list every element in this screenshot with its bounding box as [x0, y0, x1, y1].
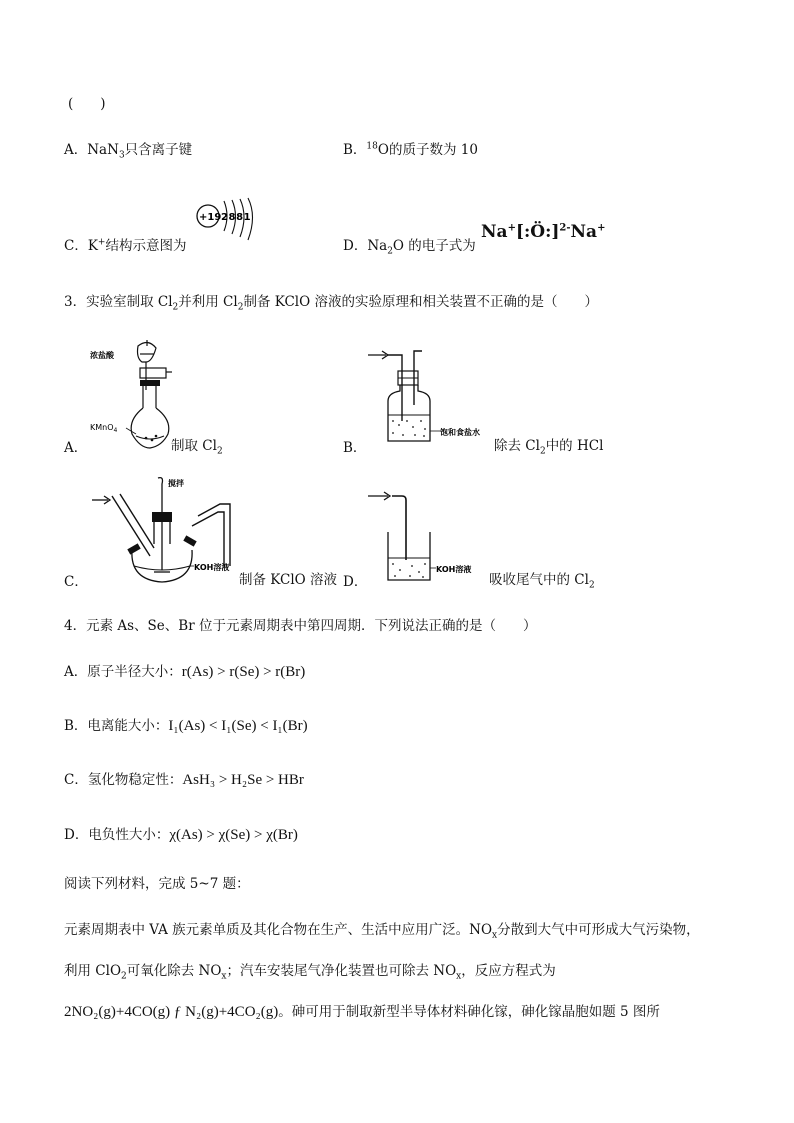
option-2d	[343, 234, 476, 257]
option-4b-expr: I₁(As) < I₁(Se) < I₁(Br)	[168, 718, 308, 734]
option-2c	[64, 234, 186, 254]
na2o-electron-formula	[481, 222, 605, 242]
q3-stem-c: 制备 KClO 溶液的实验原理和相关装置不正确的是（ ）	[243, 294, 598, 310]
option-2c-prefix: C．K	[64, 238, 98, 254]
reading-line-2-d: ，反应方程式为	[461, 963, 556, 979]
question-paren: ( )	[68, 96, 106, 112]
option-4b-label: B．电离能大小：	[64, 718, 169, 734]
option-3a-sub: 2	[216, 446, 223, 457]
reading-line-2-sub3: x	[456, 971, 462, 982]
option-3c-text: 制备 KClO 溶液	[239, 572, 338, 588]
option-4c-expr: AsH₃ > H₂Se > HBr	[182, 772, 304, 788]
option-3c-letter: C．	[64, 574, 88, 590]
option-3b-text	[494, 434, 603, 457]
option-2a	[64, 138, 192, 161]
reading-line-1-b: 分散到大气中可形成大气污染物，	[497, 922, 700, 938]
option-4d-label: D．电负性大小：	[64, 827, 170, 843]
option-3a-text	[171, 434, 223, 457]
reading-line-2-c: ；汽车安装尾气净化装置也可除去 NO	[226, 963, 457, 979]
reading-line-3-text: 。砷可用于制取新型半导体材料砷化镓，砷化镓晶胞如题 5 图所	[278, 1004, 660, 1020]
option-2b	[343, 138, 478, 158]
apparatus-b-diagram	[366, 345, 494, 445]
option-2b-suffix: O的质子数为 10	[377, 142, 478, 158]
option-3b-sub: 2	[539, 446, 546, 457]
option-3d-sub: 2	[588, 580, 595, 591]
option-4c	[64, 768, 304, 789]
option-2c-suffix: 结构示意图为	[105, 238, 187, 254]
option-4b	[64, 714, 308, 735]
reading-line-1-a: 元素周期表中 VA 族元素单质及其化合物在生产、生活中应用广泛。NO	[64, 922, 493, 938]
label-stir: 搅拌	[168, 479, 184, 488]
option-3d-main: 吸收尾气中的 Cl	[489, 572, 589, 588]
question-3-stem	[64, 290, 598, 313]
label-koh-solution-c: KOH溶液	[194, 563, 230, 572]
option-3a-main: 制取 Cl	[171, 438, 217, 454]
label-kmno4-sub: 4	[113, 427, 118, 434]
option-3b-letter: B．	[343, 440, 367, 456]
option-2d-sub: 2	[387, 246, 393, 257]
apparatus-c-diagram	[90, 476, 240, 586]
k-ion-nucleus: +19	[199, 212, 222, 223]
option-4d-expr: χ(As) > χ(Se) > χ(Br)	[169, 827, 298, 843]
na-left: Na	[481, 222, 508, 242]
option-2b-prefix: B．	[343, 142, 367, 158]
option-3b-main: 除去 Cl	[494, 438, 540, 454]
q3-stem-a: 3．实验室制取 Cl	[64, 294, 173, 310]
label-kmno4-main: KMnO	[90, 423, 114, 432]
option-2b-sup: 18	[366, 141, 378, 152]
oxide-ion: [:Ö:]	[515, 222, 560, 242]
apparatus-a-diagram	[90, 338, 172, 450]
option-2c-sup: +	[97, 237, 106, 248]
label-koh-solution-d: KOH溶液	[436, 565, 472, 574]
option-3d-text	[489, 568, 595, 591]
option-2d-prefix: D．Na	[343, 238, 388, 254]
option-4a-expr: r(As) > r(Se) > r(Br)	[181, 664, 306, 680]
apparatus-d-diagram	[366, 488, 492, 584]
q3-stem-sub1: 2	[172, 302, 179, 313]
option-2a-prefix: A．NaN	[64, 142, 119, 158]
label-kmno4	[90, 423, 118, 434]
label-saturated-brine: 饱和食盐水	[440, 428, 480, 437]
option-2a-sub: 3	[118, 150, 125, 161]
q3-stem-sub2: 2	[237, 302, 244, 313]
option-4c-label: C．氢化物稳定性：	[64, 772, 183, 788]
label-concentrated-hcl: 浓盐酸	[90, 351, 114, 360]
reaction-equation: 2NO₂(g)+4CO(g) ƒ N₂(g)+4CO₂(g)	[64, 1004, 279, 1020]
k-ion-structure-diagram	[194, 196, 268, 246]
option-2d-suffix: O 的电子式为	[392, 238, 476, 254]
option-3d-letter: D．	[343, 574, 368, 590]
option-4d	[64, 823, 298, 844]
reading-line-2-a: 利用 ClO	[64, 963, 122, 979]
option-4a-label: A．原子半径大小：	[64, 664, 182, 680]
option-3a-letter: A．	[64, 440, 88, 456]
question-4-stem: 4．元素 As、Se、Br 位于元素周期表中第四周期．下列说法正确的是（ ）	[64, 618, 537, 634]
reading-line-1-sub: x	[492, 930, 498, 941]
na-left-sup: +	[507, 222, 516, 234]
reading-line-2-sub2: x	[221, 971, 227, 982]
reading-line-2-b: 可氧化除去 NO	[126, 963, 222, 979]
option-4a	[64, 660, 305, 681]
k-ion-shells: 2881	[221, 212, 252, 223]
reading-line-2-sub1: 2	[121, 971, 127, 982]
na-right: Na	[570, 222, 598, 242]
q3-stem-b: 并利用 Cl	[178, 294, 238, 310]
option-2a-suffix: 只含离子键	[124, 142, 193, 158]
oxide-ion-sup: 2-	[559, 222, 571, 234]
na-right-sup: +	[597, 222, 606, 234]
reading-intro: 阅读下列材料，完成 5~7 题：	[64, 876, 250, 892]
reading-line-1	[64, 918, 700, 941]
option-3b-tail: 中的 HCl	[545, 438, 604, 454]
reading-line-2	[64, 959, 556, 982]
reading-line-3	[64, 1000, 660, 1021]
